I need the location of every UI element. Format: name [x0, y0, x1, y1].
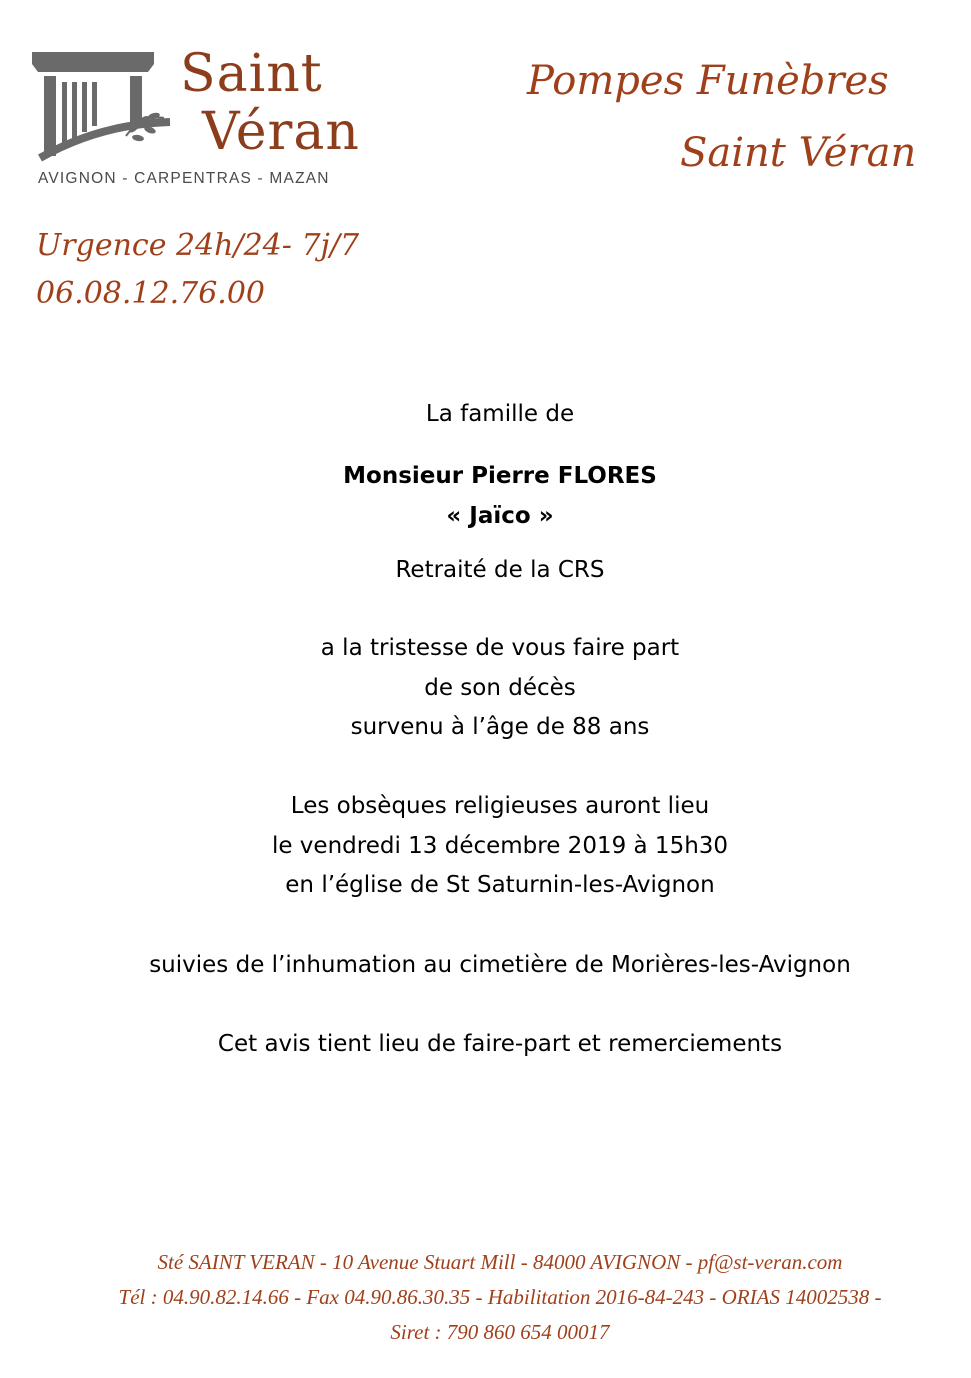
announce-line-2: de son décès: [424, 674, 576, 701]
urgence-phone: 06.08.12.76.00: [36, 276, 266, 311]
notice-announce-block: [0, 629, 971, 748]
notice-burial-block: [0, 946, 971, 986]
brand-line-2: Saint Véran: [680, 130, 917, 176]
logo-word-saint: Saint: [180, 44, 323, 104]
company-logo: [30, 44, 375, 194]
deceased-name: Monsieur Pierre FLORES: [343, 463, 657, 489]
notice-ceremony-block: [0, 787, 971, 906]
notice-intro: La famille de: [425, 401, 575, 427]
ceremony-line-1: Les obsèques religieuses auront lieu: [290, 793, 710, 819]
logo-tagline: AVIGNON - CARPENTRAS - MAZAN: [38, 170, 330, 187]
notice-title-block: [0, 551, 971, 591]
closing-line: Cet avis tient lieu de faire-part et remerciements: [217, 1031, 783, 1057]
footer: [0, 1245, 971, 1350]
deceased-title: Retraité de la CRS: [395, 557, 605, 583]
footer-line-2: Tél : 04.90.82.14.66 - Fax 04.90.86.30.35 - Habilitation 2016-84-243 - ORIAS 14002538 -: [118, 1285, 882, 1309]
footer-line-1: Sté SAINT VERAN - 10 Avenue Stuart Mill - 84000 AVIGNON - pf@st-veran.com: [157, 1250, 843, 1274]
deceased-nickname: « Jaïco »: [446, 502, 554, 529]
urgence-line: Urgence 24h/24- 7j/7: [36, 228, 360, 263]
ceremony-line-3: en l’église de St Saturnin-les-Avignon: [285, 872, 715, 898]
announce-line-3: survenu à l’âge de 88 ans: [350, 714, 650, 740]
notice-closing-block: [0, 1025, 971, 1065]
column-laurel-icon: [30, 44, 180, 164]
burial-line: suivies de l’inhumation au cimetière de Morières-les-Avignon: [149, 952, 851, 978]
notice-intro-block: [0, 395, 971, 435]
announce-line-1: a la tristesse de vous faire part: [320, 635, 680, 661]
ceremony-line-2: le vendredi 13 décembre 2019 à 15h30: [271, 832, 729, 859]
notice-deceased-block: [0, 457, 971, 536]
logo-word-veran: Véran: [202, 102, 360, 162]
footer-line-3: Siret : 790 860 654 00017: [390, 1320, 610, 1344]
brand-line-1: Pompes Funèbres: [527, 58, 889, 104]
